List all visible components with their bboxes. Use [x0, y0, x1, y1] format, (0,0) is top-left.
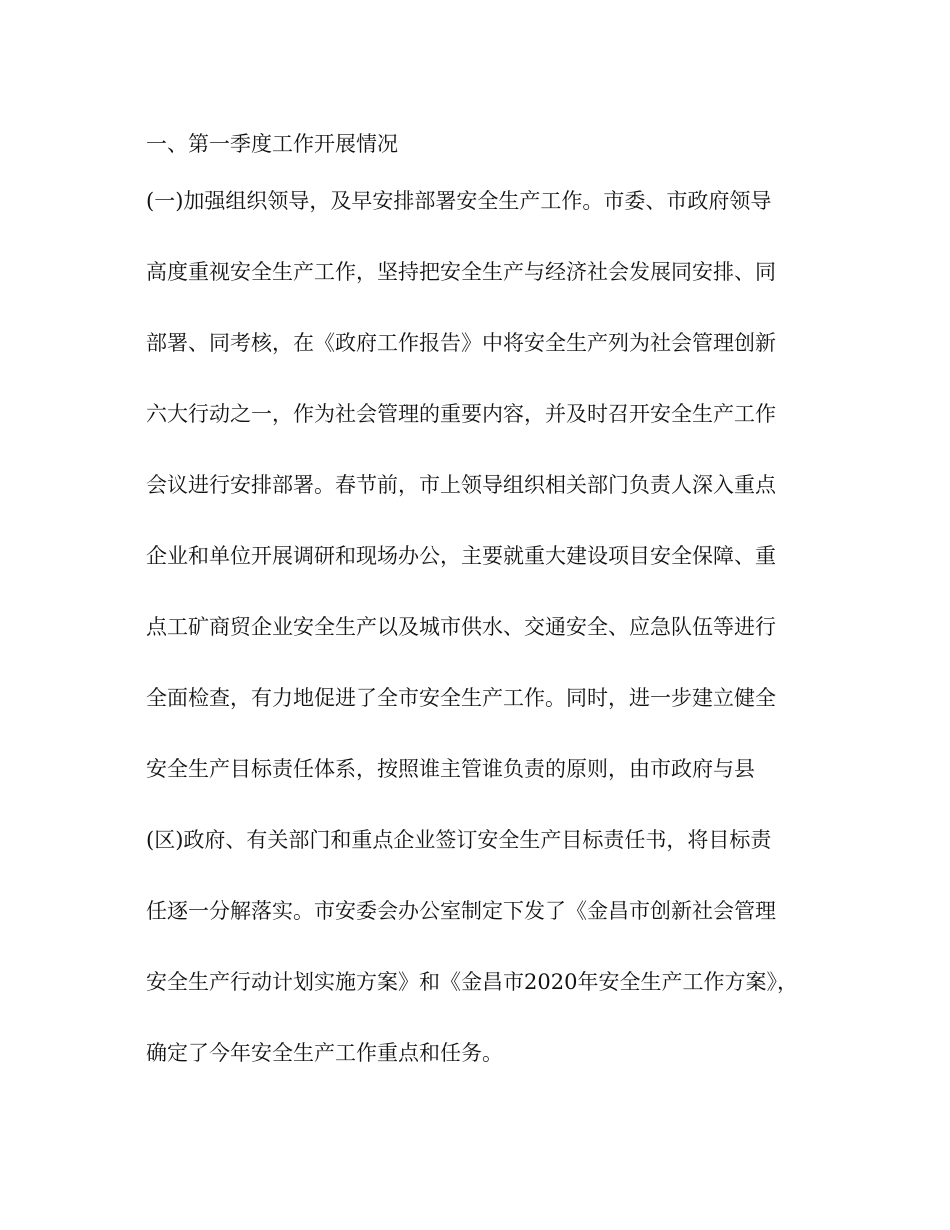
paragraph-line: 部署、同考核，在《政府工作报告》中将安全生产列为社会管理创新	[146, 331, 776, 355]
paragraph-line: (区)政府、有关部门和重点企业签订安全生产目标责任书，将目标责	[146, 828, 772, 852]
paragraph-line: 安全生产行动计划实施方案》和《金昌市2020年安全生产工作方案》，	[146, 970, 798, 994]
document-body	[146, 128, 846, 1108]
paragraph-line: 企业和单位开展调研和现场办公，主要就重大建设项目安全保障、重	[146, 544, 776, 568]
section-heading: 一、第一季度工作开展情况	[146, 132, 398, 156]
paragraph-line: (一)加强组织领导，及早安排部署安全生产工作。市委、市政府领导	[146, 189, 772, 213]
paragraph-line: 高度重视安全生产工作，坚持把安全生产与经济社会发展同安排、同	[146, 260, 776, 284]
paragraph-line: 任逐一分解落实。市安委会办公室制定下发了《金昌市创新社会管理	[146, 899, 776, 923]
paragraph-line: 全面检查，有力地促进了全市安全生产工作。同时，进一步建立健全	[146, 686, 776, 710]
paragraph-line: 确定了今年安全生产工作重点和任务。	[146, 1041, 503, 1065]
paragraph-line: 会议进行安排部署。春节前，市上领导组织相关部门负责人深入重点	[146, 473, 776, 497]
paragraph-line: 六大行动之一，作为社会管理的重要内容，并及时召开安全生产工作	[146, 402, 776, 426]
paragraph-line: 安全生产目标责任体系，按照谁主管谁负责的原则，由市政府与县	[146, 757, 755, 781]
paragraph-line: 点工矿商贸企业安全生产以及城市供水、交通安全、应急队伍等进行	[146, 615, 776, 639]
